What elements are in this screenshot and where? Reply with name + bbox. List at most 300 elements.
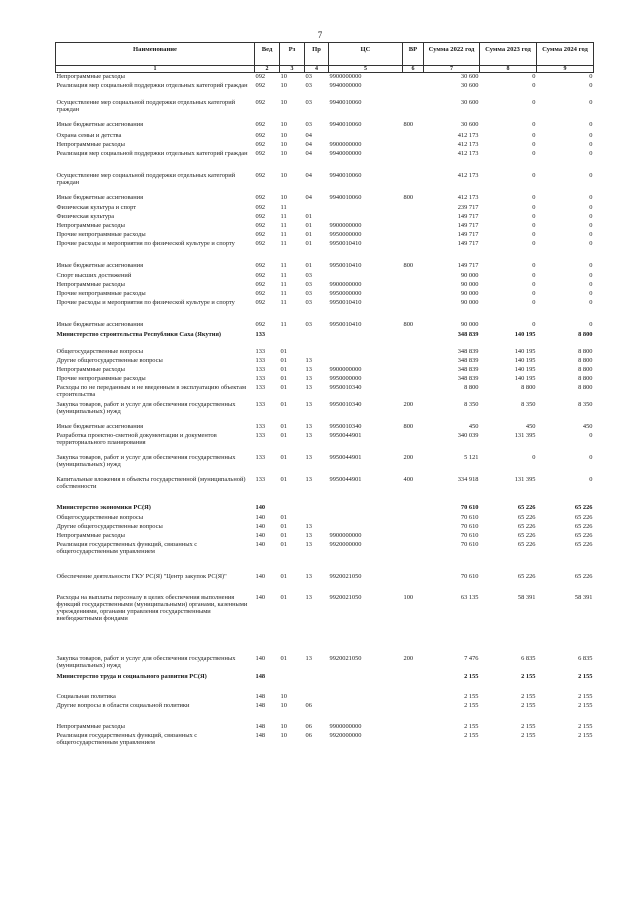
row-pr-cell: 04: [305, 131, 312, 139]
row-name-cell: Прочие непрограммные расходы: [56, 374, 146, 382]
row-sum-2023-cell: 65 226: [517, 540, 536, 548]
row-sum-2022-cell: 149 717: [457, 261, 479, 269]
row-rz-cell: [280, 504, 305, 514]
table-row: [56, 150, 594, 172]
row-ved-cell: 092: [255, 98, 266, 106]
row-rz-cell: 10: [280, 149, 287, 157]
row-sum-2023-cell: 0: [532, 271, 536, 279]
row-cs-cell: 9900000000: [329, 531, 362, 539]
row-pr-cell: 13: [305, 400, 312, 408]
row-name-cell: Разработка проектно-сметной документации и документов территориального планирования: [56, 431, 217, 446]
row-cs-cell: 9950044901: [329, 453, 362, 461]
row-sum-2023-cell: 0: [532, 193, 536, 201]
table-row: [56, 401, 594, 423]
row-sum-2022-cell: 149 717: [457, 212, 479, 220]
row-sum-2023-cell: 0: [532, 239, 536, 247]
row-cs-cell: [329, 272, 403, 281]
table-row: [56, 476, 594, 504]
row-name-cell: Непрограммные расходы: [56, 73, 125, 80]
row-sum-2022-cell: 412 173: [457, 149, 479, 157]
table-row: [56, 141, 594, 150]
row-sum-2023-cell: 65 226: [517, 522, 536, 530]
row-name-cell: Физическая культура: [56, 212, 115, 220]
row-pr-cell: 04: [305, 149, 312, 157]
row-name-cell: Реализация государственных функций, связанных с общегосударственным управлением: [56, 540, 198, 555]
row-ved-cell: 092: [255, 271, 266, 279]
table-row: [56, 299, 594, 321]
row-ved-cell: 133: [255, 383, 266, 391]
row-sum-2023-cell: 140 195: [514, 365, 536, 373]
row-sum-2023-cell: 0: [532, 320, 536, 328]
row-ved-cell: 092: [255, 120, 266, 128]
row-ved-cell: 133: [255, 347, 266, 355]
row-name-cell: Непрограммные расходы: [56, 140, 125, 148]
row-pr-cell: [305, 204, 329, 213]
row-ved-cell: 140: [255, 531, 266, 539]
row-sum-2022-cell: 30 600: [460, 73, 479, 80]
row-ved-cell: 133: [255, 356, 266, 364]
row-sum-2022-cell: 5 121: [464, 453, 479, 461]
row-rz-cell: 01: [280, 513, 287, 521]
row-sum-2023-cell: 131 395: [514, 431, 536, 439]
row-rz-cell: 01: [280, 431, 287, 439]
column-number: 4: [305, 66, 329, 73]
row-pr-cell: [305, 673, 329, 693]
row-sum-2023-cell: 450: [525, 422, 536, 430]
row-pr-cell: 06: [305, 722, 312, 730]
row-sum-2022-cell: 348 839: [457, 330, 479, 338]
row-sum-2022-cell: 70 610: [460, 522, 479, 530]
row-rz-cell: 01: [280, 593, 287, 601]
row-sum-2024-cell: 0: [589, 320, 593, 328]
row-pr-cell: [305, 348, 329, 357]
row-vr-cell: [403, 281, 424, 290]
row-vr-cell: 800: [403, 422, 414, 430]
table-row: [56, 655, 594, 673]
row-ved-cell: 140: [255, 513, 266, 521]
row-sum-2023-cell: 58 391: [517, 593, 536, 601]
row-pr-cell: 03: [305, 320, 312, 328]
row-cs-cell: 9940010060: [329, 193, 362, 201]
row-sum-2024-cell: 8 800: [578, 374, 593, 382]
row-name-cell: Закупка товаров, работ и услуг для обеспечения государственных (муниципальных) нужд: [56, 654, 236, 669]
row-sum-2023-cell: 131 395: [514, 475, 536, 483]
row-ved-cell: 092: [255, 73, 266, 80]
row-ved-cell: 133: [255, 431, 266, 439]
row-rz-cell: 01: [280, 422, 287, 430]
row-rz-cell: 11: [280, 203, 287, 211]
row-sum-2023-cell: 0: [532, 120, 536, 128]
row-pr-cell: 13: [305, 383, 312, 391]
row-sum-2024-cell: 0: [589, 140, 593, 148]
row-cs-cell: 9950010340: [329, 422, 362, 430]
row-ved-cell: 133: [255, 365, 266, 373]
row-rz-cell: 01: [280, 365, 287, 373]
row-rz-cell: 01: [280, 522, 287, 530]
row-pr-cell: 03: [305, 280, 312, 288]
row-sum-2022-cell: 30 600: [460, 120, 479, 128]
row-cs-cell: [329, 514, 403, 523]
row-sum-2023-cell: 65 226: [517, 531, 536, 539]
row-vr-cell: [403, 532, 424, 541]
row-rz-cell: 10: [280, 120, 287, 128]
row-vr-cell: [403, 172, 424, 194]
row-ved-cell: 092: [255, 193, 266, 201]
row-sum-2022-cell: 149 717: [457, 221, 479, 229]
row-pr-cell: 03: [305, 81, 312, 89]
row-rz-cell: 10: [280, 701, 287, 709]
row-vr-cell: [403, 240, 424, 262]
row-rz-cell: 11: [280, 271, 287, 279]
row-name-cell: Иные бюджетные ассигнования: [56, 193, 144, 201]
row-vr-cell: [403, 357, 424, 366]
row-vr-cell: 400: [403, 475, 414, 483]
row-vr-cell: [403, 213, 424, 222]
row-vr-cell: [403, 702, 424, 723]
row-sum-2022-cell: 412 173: [457, 140, 479, 148]
row-sum-2024-cell: 8 800: [578, 365, 593, 373]
row-sum-2022-cell: 2 155: [464, 692, 479, 700]
table-row: [56, 423, 594, 432]
row-ved-cell: 092: [255, 320, 266, 328]
row-cs-cell: 9900000000: [329, 73, 362, 80]
row-name-cell: Иные бюджетные ассигнования: [56, 422, 144, 430]
row-name-cell: Капитальные вложения в объекты государственной (муниципальной) собственности: [56, 475, 246, 490]
row-name-cell: Непрограммные расходы: [56, 531, 125, 539]
row-vr-cell: [403, 432, 424, 454]
row-pr-cell: 03: [305, 271, 312, 279]
row-sum-2024-cell: 65 226: [574, 522, 593, 530]
column-number-row: [56, 66, 594, 73]
table-row: [56, 222, 594, 231]
row-ved-cell: 092: [255, 81, 266, 89]
row-pr-cell: 13: [305, 356, 312, 364]
row-sum-2022-cell: 90 000: [460, 320, 479, 328]
row-sum-2024-cell: 65 226: [574, 540, 593, 548]
row-sum-2022-cell: 348 839: [457, 365, 479, 373]
row-sum-2024-cell: 2 155: [578, 731, 593, 739]
row-name-cell: Расходы на выплаты персоналу в целях обеспечения выполнения функций государственными (муниципальными) органами, казенными учреждениями, органами управления государственными внебюджетными фондами: [56, 593, 248, 623]
row-sum-2024-cell: 0: [589, 475, 593, 483]
row-rz-cell: 10: [280, 140, 287, 148]
row-vr-cell: [403, 375, 424, 384]
budget-table: [55, 42, 594, 749]
row-sum-2022-cell: 70 610: [460, 572, 479, 580]
row-sum-2023-cell: 0: [532, 171, 536, 179]
row-ved-cell: 092: [255, 203, 266, 211]
row-vr-cell: [403, 523, 424, 532]
row-sum-2022-cell: 90 000: [460, 280, 479, 288]
row-ved-cell: 092: [255, 131, 266, 139]
row-rz-cell: 11: [280, 261, 287, 269]
row-ved-cell: 148: [255, 692, 266, 700]
row-sum-2024-cell: 0: [589, 298, 593, 306]
row-sum-2024-cell: 0: [589, 289, 593, 297]
row-name-cell: Прочие расходы и мероприятия по физической культуре и спорту: [56, 298, 235, 306]
row-sum-2024-cell: 0: [589, 131, 593, 139]
row-pr-cell: [305, 331, 329, 348]
row-ved-cell: 133: [255, 330, 266, 338]
row-sum-2024-cell: 0: [589, 203, 593, 211]
row-sum-2022-cell: 348 839: [457, 347, 479, 355]
row-pr-cell: 03: [305, 289, 312, 297]
row-sum-2022-cell: 30 600: [460, 98, 479, 106]
row-cs-cell: 9920021050: [329, 654, 362, 662]
row-sum-2023-cell: 140 195: [514, 347, 536, 355]
row-sum-2023-cell: 65 226: [517, 503, 536, 511]
column-number: 1: [56, 66, 255, 73]
row-cs-cell: [329, 504, 403, 514]
row-ved-cell: 092: [255, 280, 266, 288]
row-sum-2024-cell: 0: [589, 120, 593, 128]
row-pr-cell: 13: [305, 540, 312, 548]
row-sum-2023-cell: 0: [532, 280, 536, 288]
row-cs-cell: 9950010340: [329, 383, 362, 391]
row-rz-cell: 11: [280, 239, 287, 247]
table-row: [56, 99, 594, 121]
row-name-cell: Иные бюджетные ассигнования: [56, 120, 144, 128]
row-vr-cell: [403, 141, 424, 150]
row-rz-cell: 11: [280, 320, 287, 328]
row-name-cell: Осуществление мер социальной поддержки отдельных категорий граждан: [56, 98, 236, 113]
table-row: [56, 121, 594, 132]
row-name-cell: Другие общегосударственные вопросы: [56, 522, 163, 530]
row-vr-cell: [403, 504, 424, 514]
row-sum-2024-cell: 65 226: [574, 503, 593, 511]
table-row: [56, 673, 594, 693]
row-sum-2023-cell: 8 350: [521, 400, 536, 408]
row-cs-cell: 9940010060: [329, 120, 362, 128]
row-pr-cell: 04: [305, 140, 312, 148]
row-sum-2022-cell: 90 000: [460, 289, 479, 297]
row-vr-cell: 200: [403, 453, 414, 461]
row-sum-2023-cell: 2 155: [521, 701, 536, 709]
row-ved-cell: 092: [255, 289, 266, 297]
row-ved-cell: 092: [255, 239, 266, 247]
row-rz-cell: [280, 331, 305, 348]
row-name-cell: Министерство строительства Республики Саха (Якутия): [56, 330, 222, 338]
row-pr-cell: 03: [305, 120, 312, 128]
row-cs-cell: 9950000000: [329, 289, 362, 297]
row-pr-cell: 03: [305, 73, 312, 80]
header-sum-2023: Сумма 2023 год: [480, 43, 537, 66]
row-pr-cell: 13: [305, 522, 312, 530]
row-pr-cell: 04: [305, 193, 312, 201]
row-pr-cell: 13: [305, 365, 312, 373]
header-row: [56, 43, 594, 66]
row-pr-cell: [305, 504, 329, 514]
row-sum-2023-cell: 0: [532, 81, 536, 89]
row-pr-cell: 01: [305, 221, 312, 229]
row-rz-cell: 01: [280, 572, 287, 580]
row-ved-cell: 133: [255, 374, 266, 382]
row-vr-cell: 100: [403, 593, 414, 601]
row-name-cell: Министерство труда и социального развития РС(Я): [56, 672, 207, 680]
row-sum-2023-cell: 65 226: [517, 513, 536, 521]
row-rz-cell: 11: [280, 298, 287, 306]
row-name-cell: Физическая культура и спорт: [56, 203, 137, 211]
row-pr-cell: 01: [305, 212, 312, 220]
row-name-cell: Обеспечение деятельности ГКУ РС(Я) "Центр закупок РС(Я)": [56, 572, 227, 580]
row-name-cell: Иные бюджетные ассигнования: [56, 261, 144, 269]
row-sum-2023-cell: 0: [532, 298, 536, 306]
row-cs-cell: 9900000000: [329, 140, 362, 148]
row-sum-2023-cell: 65 226: [517, 572, 536, 580]
row-ved-cell: 092: [255, 140, 266, 148]
row-rz-cell: [280, 673, 305, 693]
table-row: [56, 573, 594, 594]
row-sum-2022-cell: 70 610: [460, 540, 479, 548]
row-cs-cell: 9940010060: [329, 98, 362, 106]
row-sum-2023-cell: 0: [532, 453, 536, 461]
row-sum-2024-cell: 0: [589, 221, 593, 229]
row-rz-cell: 01: [280, 374, 287, 382]
row-vr-cell: [403, 331, 424, 348]
row-rz-cell: 10: [280, 731, 287, 739]
row-pr-cell: 13: [305, 593, 312, 601]
row-sum-2023-cell: 0: [532, 230, 536, 238]
row-sum-2022-cell: 340 039: [457, 431, 479, 439]
row-sum-2022-cell: 450: [468, 422, 479, 430]
row-rz-cell: 10: [280, 73, 287, 80]
row-cs-cell: 9920000000: [329, 540, 362, 548]
row-name-cell: Министерство экономики РС(Я): [56, 503, 151, 511]
row-vr-cell: 800: [403, 320, 414, 328]
row-sum-2024-cell: 0: [589, 98, 593, 106]
row-rz-cell: 01: [280, 531, 287, 539]
table-row: [56, 366, 594, 375]
row-rz-cell: 11: [280, 221, 287, 229]
row-cs-cell: [329, 357, 403, 366]
table-row: [56, 541, 594, 573]
row-rz-cell: 10: [280, 98, 287, 106]
table-row: [56, 732, 594, 749]
row-sum-2024-cell: 0: [589, 230, 593, 238]
row-pr-cell: 04: [305, 171, 312, 179]
table-row: [56, 432, 594, 454]
row-ved-cell: 133: [255, 453, 266, 461]
row-sum-2024-cell: 0: [589, 81, 593, 89]
table-row: [56, 702, 594, 723]
row-vr-cell: [403, 366, 424, 375]
row-sum-2023-cell: 0: [532, 221, 536, 229]
row-vr-cell: [403, 204, 424, 213]
row-sum-2024-cell: 0: [589, 271, 593, 279]
table-row: [56, 504, 594, 514]
row-vr-cell: [403, 222, 424, 231]
row-vr-cell: [403, 272, 424, 281]
row-rz-cell: 01: [280, 347, 287, 355]
row-cs-cell: 9940000000: [329, 81, 362, 89]
row-sum-2022-cell: 70 610: [460, 531, 479, 539]
row-ved-cell: 092: [255, 149, 266, 157]
header-cs: ЦС: [329, 43, 403, 66]
row-cs-cell: [329, 213, 403, 222]
row-name-cell: Спорт высших достижений: [56, 271, 132, 279]
row-sum-2023-cell: 0: [532, 203, 536, 211]
row-sum-2022-cell: 90 000: [460, 298, 479, 306]
row-pr-cell: 13: [305, 572, 312, 580]
row-pr-cell: 13: [305, 431, 312, 439]
row-name-cell: Иные бюджетные ассигнования: [56, 320, 144, 328]
row-cs-cell: [329, 523, 403, 532]
row-sum-2024-cell: 0: [589, 73, 593, 80]
row-sum-2024-cell: 65 226: [574, 513, 593, 521]
header-ved: Вед: [255, 43, 280, 66]
row-sum-2022-cell: 149 717: [457, 230, 479, 238]
table-row: [56, 693, 594, 702]
row-ved-cell: 092: [255, 261, 266, 269]
table-row: [56, 723, 594, 732]
header-name: Наименование: [56, 43, 255, 66]
row-rz-cell: 11: [280, 212, 287, 220]
row-sum-2022-cell: 90 000: [460, 271, 479, 279]
row-cs-cell: 9950010410: [329, 320, 362, 328]
row-name-cell: Непрограммные расходы: [56, 280, 125, 288]
row-pr-cell: 01: [305, 230, 312, 238]
row-sum-2022-cell: 70 610: [460, 503, 479, 511]
row-sum-2022-cell: 412 173: [457, 131, 479, 139]
row-ved-cell: 092: [255, 298, 266, 306]
row-pr-cell: 06: [305, 731, 312, 739]
row-rz-cell: 10: [280, 193, 287, 201]
row-sum-2022-cell: 2 155: [464, 701, 479, 709]
row-cs-cell: 9950000000: [329, 374, 362, 382]
row-name-cell: Реализация мер социальной поддержки отдельных категорий граждан: [56, 81, 248, 89]
row-pr-cell: 13: [305, 531, 312, 539]
row-sum-2024-cell: 0: [589, 261, 593, 269]
row-pr-cell: [305, 693, 329, 702]
row-cs-cell: 9920021050: [329, 572, 362, 580]
table-row: [56, 384, 594, 401]
row-rz-cell: 10: [280, 171, 287, 179]
row-name-cell: Общегосударственные вопросы: [56, 513, 144, 521]
table-row: [56, 290, 594, 299]
column-number: 6: [403, 66, 424, 73]
budget-table-body: [56, 73, 594, 749]
row-vr-cell: 200: [403, 400, 414, 408]
row-pr-cell: 03: [305, 298, 312, 306]
row-ved-cell: 092: [255, 171, 266, 179]
row-sum-2024-cell: 65 226: [574, 531, 593, 539]
column-number: 7: [424, 66, 480, 73]
row-sum-2023-cell: 0: [532, 140, 536, 148]
row-sum-2023-cell: 0: [532, 131, 536, 139]
row-sum-2024-cell: 0: [589, 453, 593, 461]
row-sum-2022-cell: 2 155: [464, 672, 479, 680]
row-sum-2024-cell: 6 835: [578, 654, 593, 662]
row-vr-cell: [403, 693, 424, 702]
row-name-cell: Прочие непрограммные расходы: [56, 289, 146, 297]
row-ved-cell: 092: [255, 221, 266, 229]
row-vr-cell: [403, 541, 424, 573]
header-rz: Рз: [280, 43, 305, 66]
row-name-cell: Непрограммные расходы: [56, 365, 125, 373]
row-sum-2023-cell: 6 835: [521, 654, 536, 662]
row-sum-2024-cell: 8 800: [578, 383, 593, 391]
row-ved-cell: 148: [255, 701, 266, 709]
row-name-cell: Непрограммные расходы: [56, 221, 125, 229]
row-rz-cell: 11: [280, 280, 287, 288]
row-sum-2023-cell: 2 155: [521, 722, 536, 730]
row-name-cell: Реализация государственных функций, связанных с общегосударственным управлением: [56, 731, 198, 746]
row-vr-cell: [403, 150, 424, 172]
row-name-cell: Осуществление мер социальной поддержки отдельных категорий граждан: [56, 171, 236, 186]
row-sum-2024-cell: 2 155: [578, 722, 593, 730]
row-sum-2023-cell: 0: [532, 212, 536, 220]
row-sum-2023-cell: 2 155: [521, 731, 536, 739]
row-cs-cell: 9900000000: [329, 365, 362, 373]
